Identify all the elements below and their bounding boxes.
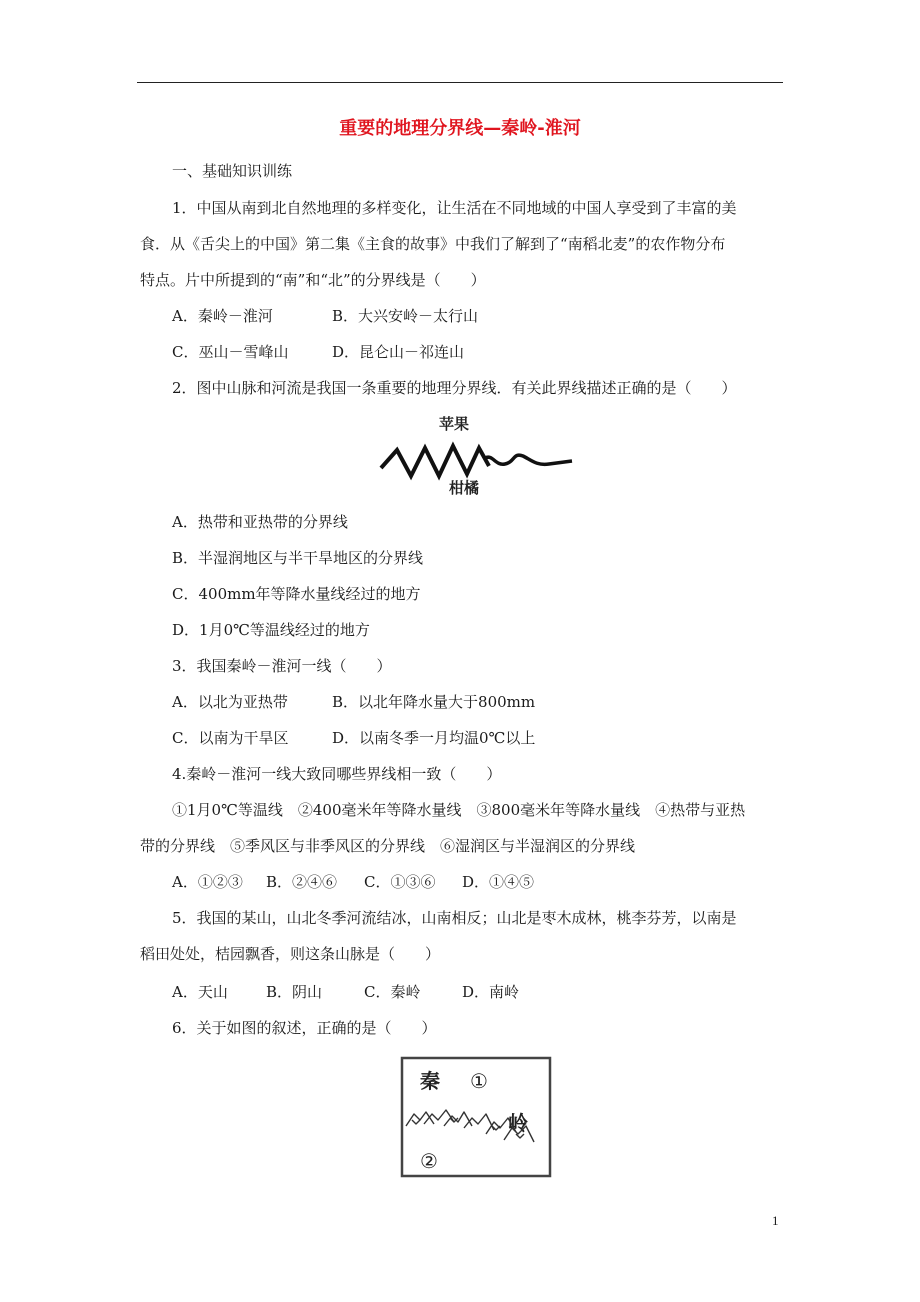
q6-marker-2: ② xyxy=(420,1149,438,1173)
river-line xyxy=(485,455,572,464)
q3-option-a: A．以北为亚热带 xyxy=(172,693,288,711)
section-heading: 一、基础知识训练 xyxy=(172,162,293,180)
mountain-zigzag xyxy=(381,446,489,476)
q6-label-qin: 秦 xyxy=(420,1069,440,1093)
q4-stem: 4.秦岭－淮河一线大致同哪些界线相一致（ ） xyxy=(172,765,502,783)
q5-option-a: A．天山 xyxy=(172,983,228,1001)
q2-option-d: D．1月0℃等温线经过的地方 xyxy=(172,621,370,639)
q5-line-2: 稻田处处，桔园飘香，则这条山脉是（ ） xyxy=(140,945,441,963)
q1-option-c: C．巫山－雪峰山 xyxy=(172,343,289,361)
q6-marker-1: ① xyxy=(470,1069,488,1093)
q4-line-1: ①1月0℃等温线 ②400毫米年等降水量线 ③800毫米年等降水量线 ④热带与亚热 xyxy=(172,801,746,819)
q6-figure xyxy=(398,1054,554,1180)
q2-figure xyxy=(375,412,580,498)
q3-option-b: B．以北年降水量大于800mm xyxy=(332,693,536,711)
q4-option-c: C．①③⑥ xyxy=(364,873,436,891)
q2-stem: 2．图中山脉和河流是我国一条重要的地理分界线．有关此界线描述正确的是（ ） xyxy=(172,379,737,397)
q6-label-ling: 岭 xyxy=(508,1111,528,1135)
q4-option-d: D．①④⑤ xyxy=(462,873,535,891)
q4-option-b: B．②④⑥ xyxy=(266,873,338,891)
q1-option-a: A．秦岭－淮河 xyxy=(172,307,273,325)
q2-option-c: C．400mm年等降水量线经过的地方 xyxy=(172,585,421,603)
q1-option-d: D．昆仑山－祁连山 xyxy=(332,343,465,361)
q1-option-b: B．大兴安岭－太行山 xyxy=(332,307,479,325)
q1-line-3: 特点。片中所提到的“南”和“北”的分界线是（ ） xyxy=(140,271,486,289)
q2-figure-label-apple: 苹果 xyxy=(439,415,470,433)
q6-stem: 6．关于如图的叙述，正确的是（ ） xyxy=(172,1019,437,1037)
q2-option-a: A．热带和亚热带的分界线 xyxy=(172,513,348,531)
q5-option-d: D．南岭 xyxy=(462,983,520,1001)
q2-figure-label-citrus: 柑橘 xyxy=(449,479,480,497)
q1-line-1: 1．中国从南到北自然地理的多样变化，让生活在不同地域的中国人享受到了丰富的美 xyxy=(172,199,737,217)
q1-line-2: 食．从《舌尖上的中国》第二集《主食的故事》中我们了解到了“南稻北麦”的农作物分布 xyxy=(140,235,726,253)
q2-option-b: B．半湿润地区与半干旱地区的分界线 xyxy=(172,549,424,567)
page-number: 1 xyxy=(772,1213,779,1228)
q5-line-1: 5．我国的某山，山北冬季河流结冰，山南相反；山北是枣木成林，桃李芬芳，以南是 xyxy=(172,909,737,927)
q3-option-d: D．以南冬季一月均温0℃以上 xyxy=(332,729,536,747)
q3-stem: 3．我国秦岭－淮河一线（ ） xyxy=(172,657,392,675)
q3-option-c: C．以南为干旱区 xyxy=(172,729,289,747)
q4-line-2: 带的分界线 ⑤季风区与非季风区的分界线 ⑥湿润区与半湿润区的分界线 xyxy=(140,837,636,855)
header-rule xyxy=(137,82,783,83)
document-title: 重要的地理分界线—秦岭-淮河 xyxy=(339,118,581,139)
q5-option-c: C．秦岭 xyxy=(364,983,421,1001)
q4-option-a: A．①②③ xyxy=(172,873,243,891)
q5-option-b: B．阴山 xyxy=(266,983,323,1001)
